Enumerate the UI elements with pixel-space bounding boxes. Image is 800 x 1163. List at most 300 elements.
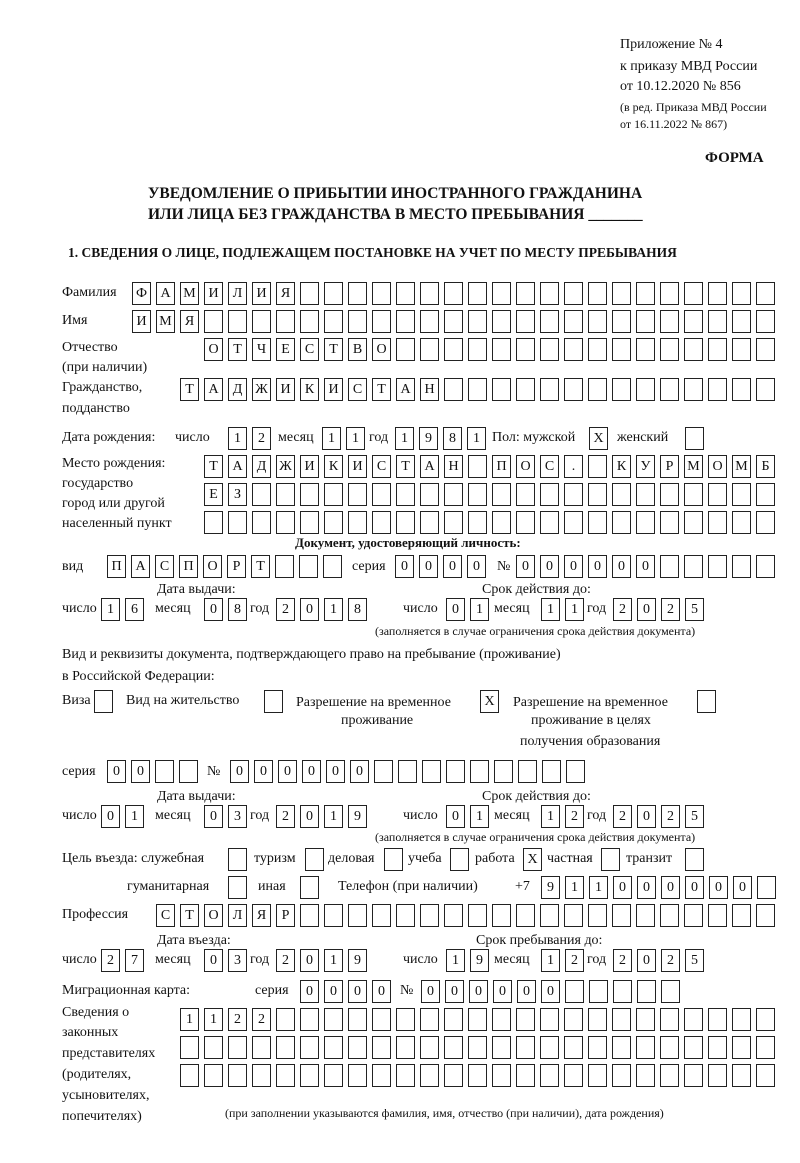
char-cell[interactable] — [396, 310, 415, 333]
char-cell[interactable] — [276, 511, 295, 534]
char-cell[interactable]: П — [107, 555, 126, 578]
char-cell[interactable] — [396, 1036, 415, 1059]
char-cell[interactable]: 0 — [300, 980, 319, 1003]
char-cell[interactable] — [420, 282, 439, 305]
char-cell[interactable]: О — [372, 338, 391, 361]
char-cell[interactable] — [516, 338, 535, 361]
char-cell[interactable] — [444, 1064, 463, 1087]
char-cell[interactable] — [612, 338, 631, 361]
char-cell[interactable]: Л — [228, 282, 247, 305]
char-cell[interactable] — [636, 483, 655, 506]
char-cell[interactable] — [540, 310, 559, 333]
char-cell[interactable] — [252, 511, 271, 534]
char-cell[interactable] — [420, 1064, 439, 1087]
char-cell[interactable] — [684, 555, 703, 578]
char-cell[interactable] — [732, 511, 751, 534]
char-cell[interactable] — [468, 282, 487, 305]
char-cell[interactable] — [372, 1036, 391, 1059]
char-cell[interactable] — [756, 483, 775, 506]
char-cell[interactable] — [372, 310, 391, 333]
char-cell[interactable] — [155, 760, 174, 783]
char-cell[interactable]: 1 — [324, 598, 343, 621]
char-cell[interactable] — [564, 1008, 583, 1031]
char-cell[interactable]: 8 — [228, 598, 247, 621]
char-cell[interactable] — [299, 555, 318, 578]
char-cell[interactable]: 0 — [204, 949, 223, 972]
char-cell[interactable] — [564, 483, 583, 506]
char-cell[interactable]: Т — [324, 338, 343, 361]
char-cell[interactable] — [612, 378, 631, 401]
char-cell[interactable] — [372, 1008, 391, 1031]
char-cell[interactable] — [612, 282, 631, 305]
char-cell[interactable] — [756, 310, 775, 333]
char-cell[interactable] — [588, 511, 607, 534]
char-cell[interactable] — [300, 511, 319, 534]
char-cell[interactable]: 2 — [252, 427, 271, 450]
char-cell[interactable]: 1 — [565, 598, 584, 621]
char-cell[interactable] — [540, 904, 559, 927]
work-checkbox[interactable]: X — [523, 848, 542, 871]
char-cell[interactable] — [660, 1008, 679, 1031]
char-cell[interactable] — [276, 310, 295, 333]
char-cell[interactable] — [756, 904, 775, 927]
char-cell[interactable] — [300, 904, 319, 927]
char-cell[interactable] — [324, 1036, 343, 1059]
temp-residence-checkbox[interactable]: X — [480, 690, 499, 713]
char-cell[interactable] — [228, 1036, 247, 1059]
char-cell[interactable] — [228, 1064, 247, 1087]
char-cell[interactable]: 0 — [469, 980, 488, 1003]
char-cell[interactable]: 0 — [204, 805, 223, 828]
char-cell[interactable]: Р — [276, 904, 295, 927]
char-cell[interactable]: 0 — [300, 949, 319, 972]
char-cell[interactable] — [708, 338, 727, 361]
char-cell[interactable]: Б — [756, 455, 775, 478]
char-cell[interactable] — [684, 338, 703, 361]
char-cell[interactable] — [420, 511, 439, 534]
char-cell[interactable]: 0 — [324, 980, 343, 1003]
char-cell[interactable] — [422, 760, 441, 783]
char-cell[interactable]: 9 — [541, 876, 560, 899]
char-cell[interactable] — [588, 1008, 607, 1031]
char-cell[interactable]: Л — [228, 904, 247, 927]
char-cell[interactable] — [540, 338, 559, 361]
char-cell[interactable] — [300, 310, 319, 333]
char-cell[interactable] — [468, 904, 487, 927]
char-cell[interactable] — [276, 1008, 295, 1031]
char-cell[interactable]: 1 — [204, 1008, 223, 1031]
char-cell[interactable] — [660, 904, 679, 927]
char-cell[interactable]: 2 — [565, 805, 584, 828]
char-cell[interactable]: 1 — [470, 598, 489, 621]
char-cell[interactable]: 5 — [685, 598, 704, 621]
tourism-checkbox[interactable] — [305, 848, 324, 871]
char-cell[interactable] — [446, 760, 465, 783]
char-cell[interactable]: Я — [252, 904, 271, 927]
char-cell[interactable] — [708, 1036, 727, 1059]
char-cell[interactable] — [660, 1036, 679, 1059]
char-cell[interactable] — [492, 282, 511, 305]
char-cell[interactable]: О — [203, 555, 222, 578]
char-cell[interactable] — [661, 980, 680, 1003]
char-cell[interactable] — [564, 1036, 583, 1059]
char-cell[interactable] — [180, 1036, 199, 1059]
char-cell[interactable] — [708, 1064, 727, 1087]
char-cell[interactable]: 2 — [613, 805, 632, 828]
char-cell[interactable]: З — [228, 483, 247, 506]
char-cell[interactable] — [492, 378, 511, 401]
char-cell[interactable]: 1 — [228, 427, 247, 450]
char-cell[interactable] — [564, 282, 583, 305]
char-cell[interactable]: 3 — [228, 805, 247, 828]
char-cell[interactable] — [756, 1036, 775, 1059]
char-cell[interactable]: 0 — [517, 980, 536, 1003]
char-cell[interactable]: Е — [276, 338, 295, 361]
char-cell[interactable] — [732, 378, 751, 401]
char-cell[interactable]: 0 — [421, 980, 440, 1003]
char-cell[interactable] — [420, 338, 439, 361]
char-cell[interactable] — [612, 483, 631, 506]
char-cell[interactable] — [492, 1036, 511, 1059]
char-cell[interactable]: 2 — [661, 949, 680, 972]
char-cell[interactable]: 0 — [637, 598, 656, 621]
char-cell[interactable]: Д — [228, 378, 247, 401]
char-cell[interactable] — [636, 282, 655, 305]
char-cell[interactable]: 0 — [131, 760, 150, 783]
char-cell[interactable]: А — [228, 455, 247, 478]
char-cell[interactable]: И — [204, 282, 223, 305]
char-cell[interactable] — [756, 555, 775, 578]
temp-edu-checkbox[interactable] — [697, 690, 716, 713]
char-cell[interactable] — [468, 1064, 487, 1087]
char-cell[interactable] — [324, 904, 343, 927]
char-cell[interactable] — [566, 760, 585, 783]
char-cell[interactable] — [420, 1036, 439, 1059]
char-cell[interactable] — [372, 511, 391, 534]
char-cell[interactable]: 0 — [661, 876, 680, 899]
char-cell[interactable]: 1 — [446, 949, 465, 972]
char-cell[interactable] — [660, 378, 679, 401]
char-cell[interactable] — [612, 511, 631, 534]
char-cell[interactable] — [324, 511, 343, 534]
char-cell[interactable] — [756, 511, 775, 534]
char-cell[interactable]: С — [540, 455, 559, 478]
char-cell[interactable] — [492, 310, 511, 333]
female-checkbox[interactable] — [685, 427, 704, 450]
char-cell[interactable]: 0 — [588, 555, 607, 578]
char-cell[interactable]: Т — [180, 378, 199, 401]
char-cell[interactable] — [564, 904, 583, 927]
char-cell[interactable]: Р — [660, 455, 679, 478]
char-cell[interactable]: Т — [251, 555, 270, 578]
char-cell[interactable] — [468, 511, 487, 534]
char-cell[interactable]: 1 — [324, 805, 343, 828]
char-cell[interactable]: 0 — [612, 555, 631, 578]
char-cell[interactable]: О — [516, 455, 535, 478]
char-cell[interactable]: 1 — [125, 805, 144, 828]
char-cell[interactable] — [348, 511, 367, 534]
char-cell[interactable] — [708, 282, 727, 305]
char-cell[interactable] — [204, 310, 223, 333]
char-cell[interactable] — [468, 483, 487, 506]
char-cell[interactable]: Ч — [252, 338, 271, 361]
char-cell[interactable] — [708, 511, 727, 534]
char-cell[interactable]: 1 — [589, 876, 608, 899]
char-cell[interactable] — [636, 310, 655, 333]
char-cell[interactable]: 0 — [372, 980, 391, 1003]
char-cell[interactable]: 0 — [446, 598, 465, 621]
char-cell[interactable]: 0 — [540, 555, 559, 578]
char-cell[interactable]: 0 — [350, 760, 369, 783]
char-cell[interactable] — [323, 555, 342, 578]
char-cell[interactable] — [732, 338, 751, 361]
char-cell[interactable] — [757, 876, 776, 899]
char-cell[interactable] — [252, 483, 271, 506]
char-cell[interactable] — [444, 310, 463, 333]
char-cell[interactable] — [398, 760, 417, 783]
char-cell[interactable] — [300, 1008, 319, 1031]
char-cell[interactable] — [684, 378, 703, 401]
char-cell[interactable] — [540, 483, 559, 506]
char-cell[interactable]: А — [420, 455, 439, 478]
char-cell[interactable] — [396, 338, 415, 361]
char-cell[interactable] — [252, 310, 271, 333]
char-cell[interactable]: О — [708, 455, 727, 478]
char-cell[interactable]: А — [156, 282, 175, 305]
char-cell[interactable]: 0 — [204, 598, 223, 621]
char-cell[interactable] — [204, 1064, 223, 1087]
char-cell[interactable]: 1 — [541, 805, 560, 828]
char-cell[interactable] — [540, 1036, 559, 1059]
char-cell[interactable]: Ф — [132, 282, 151, 305]
char-cell[interactable]: 2 — [565, 949, 584, 972]
visa-checkbox[interactable] — [94, 690, 113, 713]
char-cell[interactable]: 0 — [564, 555, 583, 578]
char-cell[interactable] — [348, 1008, 367, 1031]
char-cell[interactable] — [588, 1064, 607, 1087]
char-cell[interactable] — [516, 1036, 535, 1059]
char-cell[interactable] — [324, 1064, 343, 1087]
char-cell[interactable] — [348, 483, 367, 506]
char-cell[interactable] — [684, 511, 703, 534]
char-cell[interactable] — [732, 310, 751, 333]
char-cell[interactable] — [588, 904, 607, 927]
char-cell[interactable] — [396, 282, 415, 305]
char-cell[interactable]: Д — [252, 455, 271, 478]
char-cell[interactable]: 9 — [348, 805, 367, 828]
char-cell[interactable] — [228, 511, 247, 534]
char-cell[interactable]: 0 — [445, 980, 464, 1003]
char-cell[interactable]: 0 — [300, 598, 319, 621]
char-cell[interactable]: 2 — [613, 598, 632, 621]
char-cell[interactable] — [276, 1036, 295, 1059]
char-cell[interactable]: У — [636, 455, 655, 478]
char-cell[interactable] — [613, 980, 632, 1003]
char-cell[interactable]: 0 — [467, 555, 486, 578]
char-cell[interactable]: Т — [228, 338, 247, 361]
char-cell[interactable]: И — [276, 378, 295, 401]
char-cell[interactable]: Н — [420, 378, 439, 401]
char-cell[interactable]: 0 — [637, 949, 656, 972]
char-cell[interactable] — [252, 1036, 271, 1059]
business-checkbox[interactable] — [384, 848, 403, 871]
char-cell[interactable]: А — [131, 555, 150, 578]
char-cell[interactable]: Т — [396, 455, 415, 478]
char-cell[interactable]: 2 — [228, 1008, 247, 1031]
char-cell[interactable]: С — [300, 338, 319, 361]
char-cell[interactable] — [516, 310, 535, 333]
char-cell[interactable]: Е — [204, 483, 223, 506]
char-cell[interactable]: Т — [204, 455, 223, 478]
char-cell[interactable]: Ж — [252, 378, 271, 401]
char-cell[interactable] — [372, 1064, 391, 1087]
char-cell[interactable] — [636, 338, 655, 361]
char-cell[interactable] — [372, 282, 391, 305]
char-cell[interactable]: 0 — [107, 760, 126, 783]
study-checkbox[interactable] — [450, 848, 469, 871]
char-cell[interactable] — [684, 904, 703, 927]
char-cell[interactable] — [492, 1064, 511, 1087]
char-cell[interactable]: 0 — [419, 555, 438, 578]
char-cell[interactable] — [516, 511, 535, 534]
char-cell[interactable]: 0 — [230, 760, 249, 783]
char-cell[interactable] — [564, 511, 583, 534]
char-cell[interactable]: 0 — [493, 980, 512, 1003]
char-cell[interactable] — [708, 378, 727, 401]
char-cell[interactable] — [708, 555, 727, 578]
char-cell[interactable] — [540, 511, 559, 534]
char-cell[interactable]: 0 — [300, 805, 319, 828]
char-cell[interactable] — [684, 483, 703, 506]
char-cell[interactable] — [684, 282, 703, 305]
char-cell[interactable] — [516, 904, 535, 927]
char-cell[interactable] — [636, 1008, 655, 1031]
char-cell[interactable]: 3 — [228, 949, 247, 972]
char-cell[interactable] — [660, 282, 679, 305]
char-cell[interactable]: В — [348, 338, 367, 361]
char-cell[interactable]: И — [324, 378, 343, 401]
char-cell[interactable] — [588, 1036, 607, 1059]
char-cell[interactable] — [756, 1008, 775, 1031]
char-cell[interactable]: 0 — [709, 876, 728, 899]
char-cell[interactable] — [468, 455, 487, 478]
char-cell[interactable]: Я — [180, 310, 199, 333]
char-cell[interactable] — [732, 1008, 751, 1031]
char-cell[interactable] — [348, 904, 367, 927]
char-cell[interactable] — [660, 338, 679, 361]
char-cell[interactable]: 1 — [467, 427, 486, 450]
char-cell[interactable] — [492, 483, 511, 506]
char-cell[interactable] — [468, 310, 487, 333]
char-cell[interactable] — [516, 378, 535, 401]
char-cell[interactable] — [732, 1064, 751, 1087]
transit-checkbox[interactable] — [685, 848, 704, 871]
char-cell[interactable] — [494, 760, 513, 783]
char-cell[interactable] — [708, 310, 727, 333]
char-cell[interactable] — [275, 555, 294, 578]
char-cell[interactable]: 1 — [565, 876, 584, 899]
char-cell[interactable] — [324, 282, 343, 305]
char-cell[interactable]: 0 — [733, 876, 752, 899]
char-cell[interactable] — [756, 282, 775, 305]
char-cell[interactable]: 0 — [395, 555, 414, 578]
char-cell[interactable] — [492, 338, 511, 361]
char-cell[interactable] — [756, 338, 775, 361]
char-cell[interactable]: 0 — [637, 876, 656, 899]
char-cell[interactable] — [324, 1008, 343, 1031]
char-cell[interactable]: 0 — [637, 805, 656, 828]
char-cell[interactable] — [540, 1064, 559, 1087]
char-cell[interactable] — [660, 511, 679, 534]
char-cell[interactable] — [516, 1064, 535, 1087]
char-cell[interactable] — [612, 1036, 631, 1059]
char-cell[interactable]: 5 — [685, 805, 704, 828]
char-cell[interactable] — [228, 310, 247, 333]
char-cell[interactable] — [444, 282, 463, 305]
char-cell[interactable]: И — [252, 282, 271, 305]
char-cell[interactable]: С — [372, 455, 391, 478]
char-cell[interactable] — [588, 338, 607, 361]
char-cell[interactable]: О — [204, 338, 223, 361]
char-cell[interactable] — [179, 760, 198, 783]
char-cell[interactable] — [444, 338, 463, 361]
char-cell[interactable] — [300, 1064, 319, 1087]
char-cell[interactable] — [468, 378, 487, 401]
char-cell[interactable]: М — [684, 455, 703, 478]
char-cell[interactable] — [565, 980, 584, 1003]
char-cell[interactable] — [468, 338, 487, 361]
char-cell[interactable]: К — [324, 455, 343, 478]
char-cell[interactable] — [468, 1008, 487, 1031]
char-cell[interactable] — [300, 1036, 319, 1059]
char-cell[interactable]: 0 — [348, 980, 367, 1003]
char-cell[interactable] — [372, 483, 391, 506]
char-cell[interactable] — [684, 1036, 703, 1059]
char-cell[interactable] — [636, 904, 655, 927]
char-cell[interactable]: 1 — [470, 805, 489, 828]
char-cell[interactable]: 2 — [101, 949, 120, 972]
char-cell[interactable] — [756, 378, 775, 401]
char-cell[interactable] — [204, 1036, 223, 1059]
char-cell[interactable] — [732, 1036, 751, 1059]
char-cell[interactable]: 2 — [276, 949, 295, 972]
char-cell[interactable]: 1 — [180, 1008, 199, 1031]
male-checkbox[interactable]: X — [589, 427, 608, 450]
char-cell[interactable]: 1 — [541, 949, 560, 972]
char-cell[interactable] — [684, 1008, 703, 1031]
char-cell[interactable]: 2 — [276, 598, 295, 621]
char-cell[interactable] — [396, 904, 415, 927]
char-cell[interactable] — [492, 904, 511, 927]
char-cell[interactable] — [372, 904, 391, 927]
char-cell[interactable] — [612, 1064, 631, 1087]
char-cell[interactable] — [708, 1008, 727, 1031]
char-cell[interactable]: 9 — [348, 949, 367, 972]
char-cell[interactable] — [589, 980, 608, 1003]
residence-checkbox[interactable] — [264, 690, 283, 713]
char-cell[interactable]: С — [155, 555, 174, 578]
char-cell[interactable] — [516, 1008, 535, 1031]
char-cell[interactable]: И — [132, 310, 151, 333]
char-cell[interactable] — [252, 1064, 271, 1087]
char-cell[interactable]: 1 — [101, 598, 120, 621]
char-cell[interactable] — [540, 378, 559, 401]
char-cell[interactable]: 0 — [278, 760, 297, 783]
char-cell[interactable]: М — [732, 455, 751, 478]
char-cell[interactable] — [516, 282, 535, 305]
char-cell[interactable] — [588, 455, 607, 478]
char-cell[interactable] — [588, 483, 607, 506]
